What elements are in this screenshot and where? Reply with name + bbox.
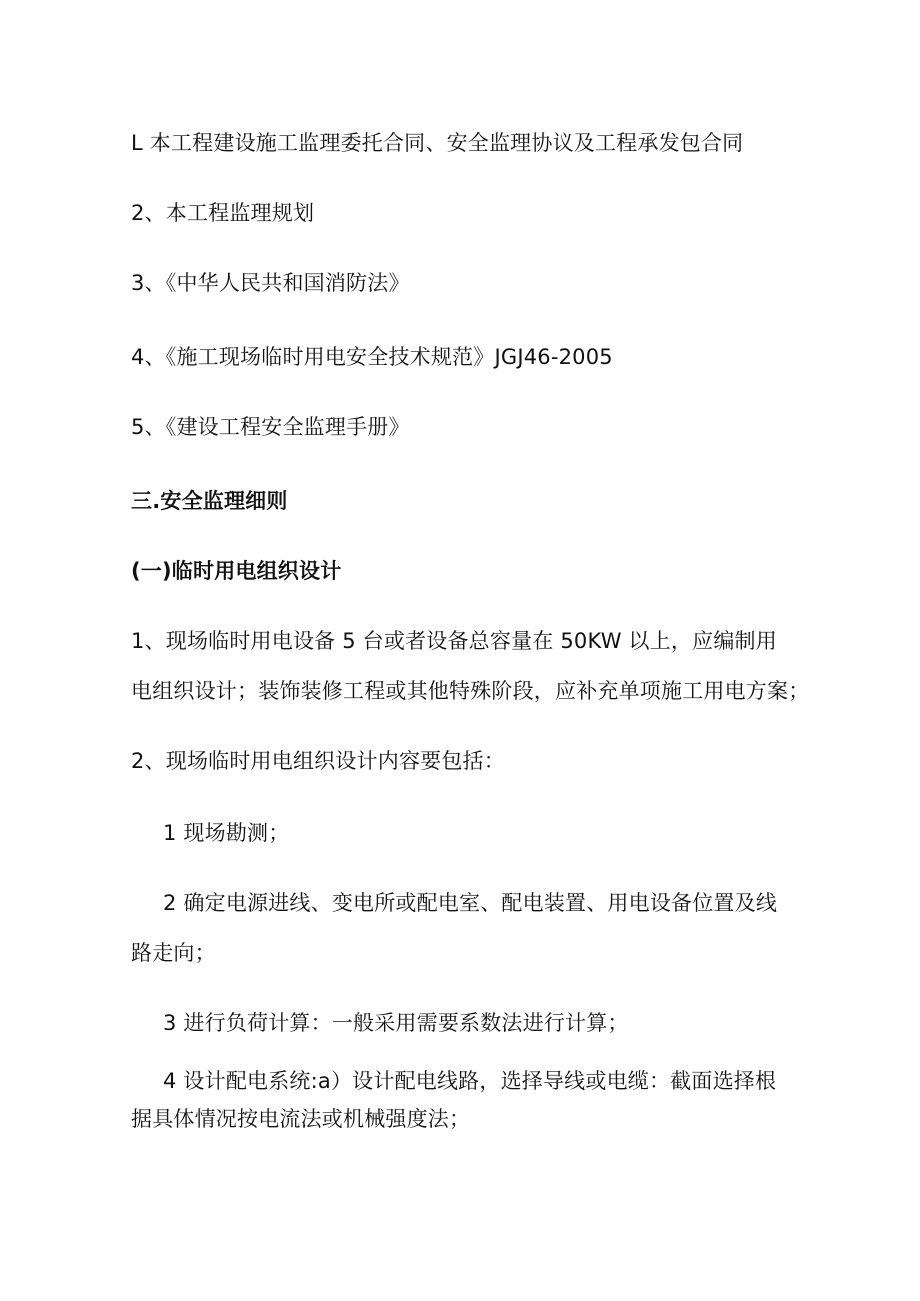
reference-item-4: 4、《施工现场临时用电安全技术规范》JGJ46-2005 bbox=[131, 345, 613, 369]
item-4-line-1: 4 设计配电系统:a）设计配电线路，选择导线或电缆：截面选择根 bbox=[163, 1069, 777, 1093]
reference-item-3: 3、《中华人民共和国消防法》 bbox=[131, 271, 410, 295]
paragraph-1-line-1: 1、现场临时用电设备 5 台或者设备总容量在 50KW 以上，应编制用 bbox=[131, 629, 777, 653]
paragraph-2-line-1: 2、现场临时用电组织设计内容要包括： bbox=[131, 749, 505, 773]
subsection-heading: (一)临时用电组织设计 bbox=[131, 559, 342, 583]
item-2-line-2: 路走向； bbox=[131, 941, 216, 965]
item-2-line-1: 2 确定电源进线、变电所或配电室、配电装置、用电设备位置及线 bbox=[163, 891, 778, 915]
section-heading: 三.安全监理细则 bbox=[131, 489, 288, 513]
reference-item-2: 2、本工程监理规划 bbox=[131, 201, 315, 225]
reference-item-1: L 本工程建设施工监理委托合同、安全监理协议及工程承发包合同 bbox=[131, 131, 744, 155]
item-3-line-1: 3 进行负荷计算：一般采用需要系数法进行计算； bbox=[163, 1011, 629, 1035]
paragraph-1-line-2: 电组织设计；装饰装修工程或其他特殊阶段，应补充单项施工用电方案； bbox=[131, 679, 810, 703]
reference-item-5: 5、《建设工程安全监理手册》 bbox=[131, 415, 410, 439]
item-1-line-1: 1 现场勘测； bbox=[163, 821, 290, 845]
item-4-line-2: 据具体情况按电流法或机械强度法； bbox=[131, 1107, 471, 1131]
